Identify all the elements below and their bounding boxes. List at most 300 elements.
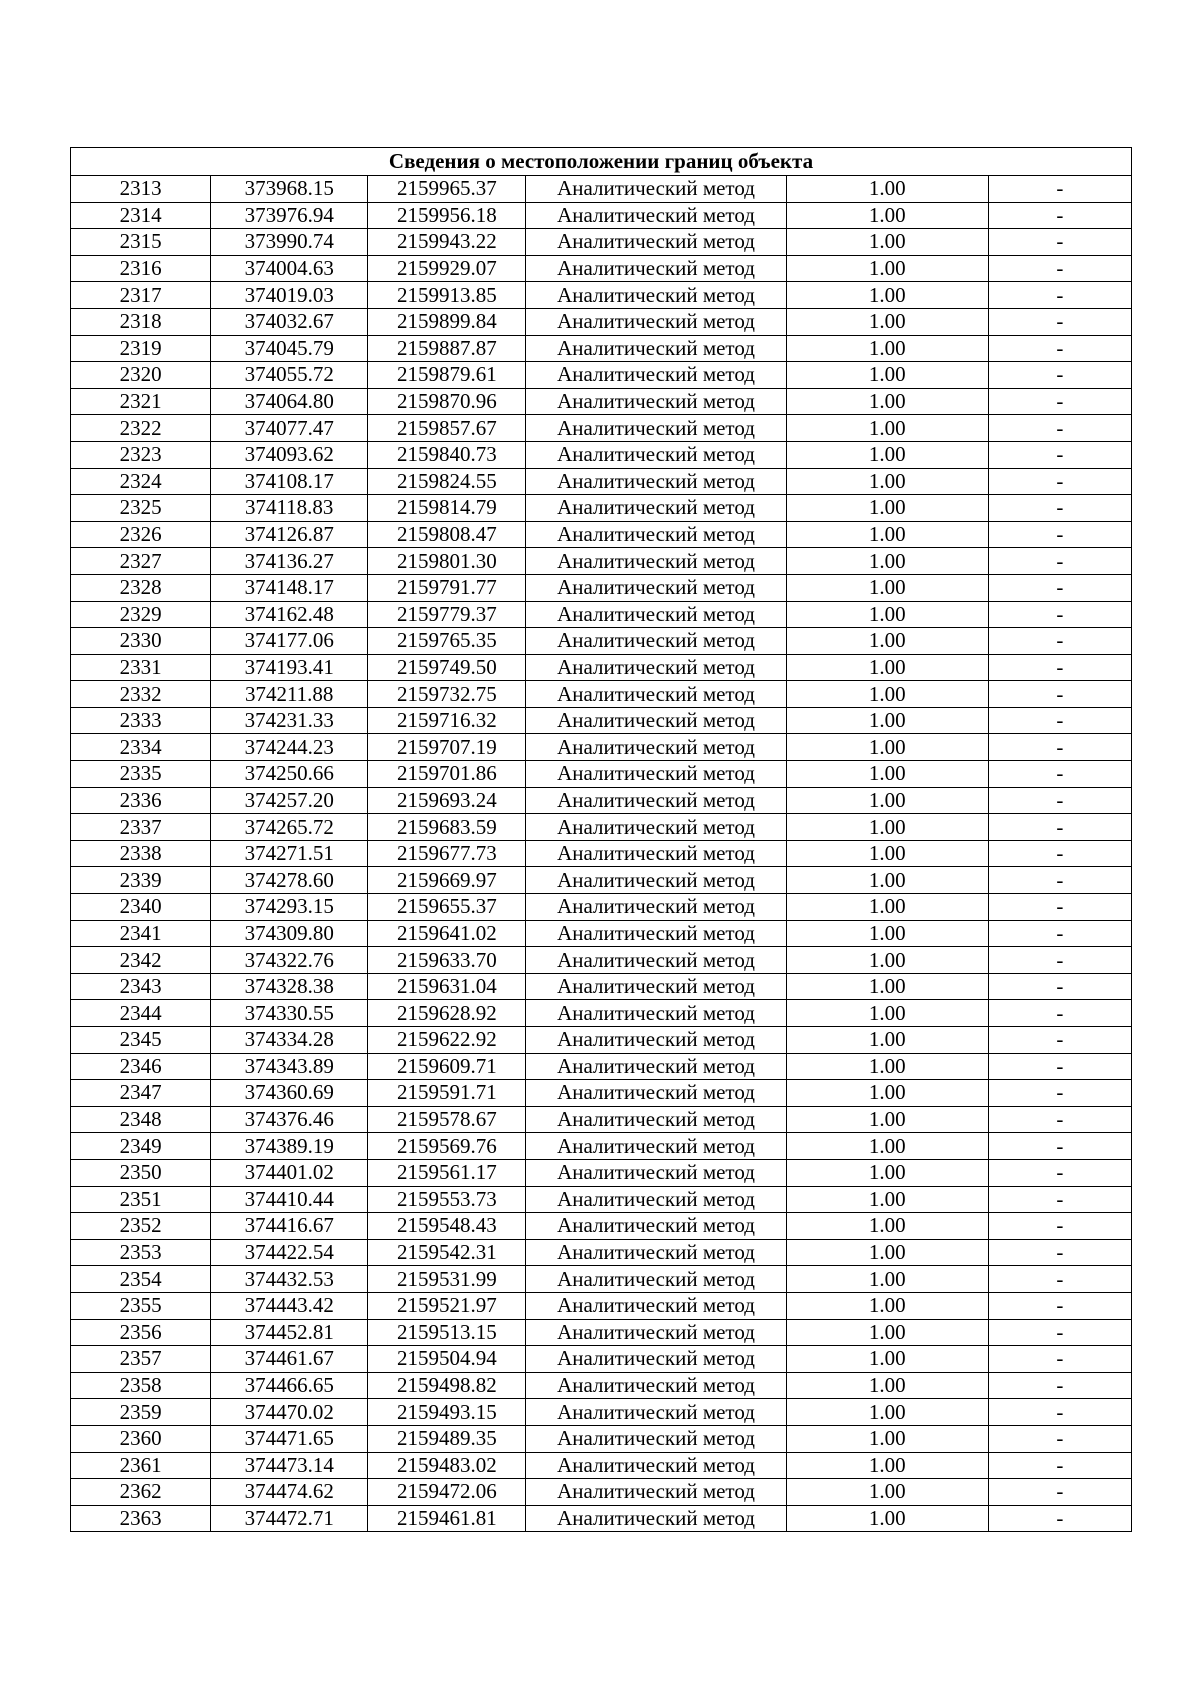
point-number-cell: 2363 <box>71 1505 211 1532</box>
table-row <box>71 920 1132 947</box>
point-number-cell: 2313 <box>71 176 211 203</box>
description-cell: - <box>988 1425 1131 1452</box>
y-coordinate-cell: 2159669.97 <box>368 867 526 894</box>
point-number-cell: 2345 <box>71 1027 211 1054</box>
x-coordinate-cell: 374328.38 <box>211 973 368 1000</box>
x-coordinate-cell: 374410.44 <box>211 1186 368 1213</box>
point-number-cell: 2337 <box>71 814 211 841</box>
accuracy-cell: 1.00 <box>786 1399 988 1426</box>
y-coordinate-cell: 2159655.37 <box>368 894 526 921</box>
method-cell: Аналитический метод <box>526 415 786 442</box>
x-coordinate-cell: 374334.28 <box>211 1027 368 1054</box>
method-cell: Аналитический метод <box>526 1266 786 1293</box>
x-coordinate-cell: 374019.03 <box>211 282 368 309</box>
description-cell: - <box>988 521 1131 548</box>
table-row <box>71 468 1132 495</box>
table-row <box>71 1452 1132 1479</box>
accuracy-cell: 1.00 <box>786 601 988 628</box>
x-coordinate-cell: 374293.15 <box>211 894 368 921</box>
point-number-cell: 2355 <box>71 1292 211 1319</box>
description-cell: - <box>988 814 1131 841</box>
x-coordinate-cell: 374389.19 <box>211 1133 368 1160</box>
accuracy-cell: 1.00 <box>786 1053 988 1080</box>
x-coordinate-cell: 374416.67 <box>211 1213 368 1240</box>
point-number-cell: 2338 <box>71 840 211 867</box>
description-cell: - <box>988 1000 1131 1027</box>
method-cell: Аналитический метод <box>526 282 786 309</box>
accuracy-cell: 1.00 <box>786 1505 988 1532</box>
method-cell: Аналитический метод <box>526 1080 786 1107</box>
method-cell: Аналитический метод <box>526 681 786 708</box>
table-row <box>71 681 1132 708</box>
description-cell: - <box>988 1292 1131 1319</box>
description-cell: - <box>988 1505 1131 1532</box>
y-coordinate-cell: 2159628.92 <box>368 1000 526 1027</box>
y-coordinate-cell: 2159569.76 <box>368 1133 526 1160</box>
method-cell: Аналитический метод <box>526 867 786 894</box>
method-cell: Аналитический метод <box>526 388 786 415</box>
x-coordinate-cell: 374118.83 <box>211 495 368 522</box>
method-cell: Аналитический метод <box>526 814 786 841</box>
accuracy-cell: 1.00 <box>786 1292 988 1319</box>
y-coordinate-cell: 2159814.79 <box>368 495 526 522</box>
point-number-cell: 2347 <box>71 1080 211 1107</box>
accuracy-cell: 1.00 <box>786 1372 988 1399</box>
description-cell: - <box>988 1319 1131 1346</box>
accuracy-cell: 1.00 <box>786 1186 988 1213</box>
x-coordinate-cell: 374250.66 <box>211 761 368 788</box>
table-row <box>71 1133 1132 1160</box>
description-cell: - <box>988 761 1131 788</box>
description-cell: - <box>988 973 1131 1000</box>
method-cell: Аналитический метод <box>526 521 786 548</box>
method-cell: Аналитический метод <box>526 1159 786 1186</box>
table-row <box>71 335 1132 362</box>
point-number-cell: 2329 <box>71 601 211 628</box>
point-number-cell: 2315 <box>71 229 211 256</box>
table-row <box>71 176 1132 203</box>
accuracy-cell: 1.00 <box>786 495 988 522</box>
point-number-cell: 2344 <box>71 1000 211 1027</box>
accuracy-cell: 1.00 <box>786 681 988 708</box>
description-cell: - <box>988 441 1131 468</box>
description-cell: - <box>988 1080 1131 1107</box>
point-number-cell: 2343 <box>71 973 211 1000</box>
accuracy-cell: 1.00 <box>786 654 988 681</box>
point-number-cell: 2336 <box>71 787 211 814</box>
description-cell: - <box>988 707 1131 734</box>
point-number-cell: 2346 <box>71 1053 211 1080</box>
y-coordinate-cell: 2159965.37 <box>368 176 526 203</box>
accuracy-cell: 1.00 <box>786 1213 988 1240</box>
x-coordinate-cell: 373990.74 <box>211 229 368 256</box>
y-coordinate-cell: 2159693.24 <box>368 787 526 814</box>
table-row <box>71 1319 1132 1346</box>
point-number-cell: 2360 <box>71 1425 211 1452</box>
method-cell: Аналитический метод <box>526 1053 786 1080</box>
description-cell: - <box>988 840 1131 867</box>
y-coordinate-cell: 2159591.71 <box>368 1080 526 1107</box>
x-coordinate-cell: 374162.48 <box>211 601 368 628</box>
point-number-cell: 2328 <box>71 574 211 601</box>
point-number-cell: 2332 <box>71 681 211 708</box>
point-number-cell: 2348 <box>71 1106 211 1133</box>
table-row <box>71 282 1132 309</box>
y-coordinate-cell: 2159609.71 <box>368 1053 526 1080</box>
table-row <box>71 840 1132 867</box>
accuracy-cell: 1.00 <box>786 628 988 655</box>
y-coordinate-cell: 2159493.15 <box>368 1399 526 1426</box>
x-coordinate-cell: 374376.46 <box>211 1106 368 1133</box>
point-number-cell: 2321 <box>71 388 211 415</box>
accuracy-cell: 1.00 <box>786 894 988 921</box>
x-coordinate-cell: 374432.53 <box>211 1266 368 1293</box>
accuracy-cell: 1.00 <box>786 229 988 256</box>
table-row <box>71 308 1132 335</box>
point-number-cell: 2356 <box>71 1319 211 1346</box>
x-coordinate-cell: 374136.27 <box>211 548 368 575</box>
point-number-cell: 2352 <box>71 1213 211 1240</box>
description-cell: - <box>988 654 1131 681</box>
x-coordinate-cell: 374322.76 <box>211 947 368 974</box>
method-cell: Аналитический метод <box>526 707 786 734</box>
table-row <box>71 1239 1132 1266</box>
x-coordinate-cell: 373968.15 <box>211 176 368 203</box>
table-row <box>71 1000 1132 1027</box>
point-number-cell: 2353 <box>71 1239 211 1266</box>
point-number-cell: 2320 <box>71 362 211 389</box>
x-coordinate-cell: 374443.42 <box>211 1292 368 1319</box>
accuracy-cell: 1.00 <box>786 761 988 788</box>
x-coordinate-cell: 374452.81 <box>211 1319 368 1346</box>
point-number-cell: 2341 <box>71 920 211 947</box>
accuracy-cell: 1.00 <box>786 521 988 548</box>
x-coordinate-cell: 374360.69 <box>211 1080 368 1107</box>
table-row <box>71 441 1132 468</box>
description-cell: - <box>988 1027 1131 1054</box>
table-row <box>71 1346 1132 1373</box>
x-coordinate-cell: 374257.20 <box>211 787 368 814</box>
x-coordinate-cell: 374126.87 <box>211 521 368 548</box>
description-cell: - <box>988 1053 1131 1080</box>
table-row <box>71 1372 1132 1399</box>
table-row <box>71 707 1132 734</box>
x-coordinate-cell: 374278.60 <box>211 867 368 894</box>
description-cell: - <box>988 388 1131 415</box>
table-row <box>71 1266 1132 1293</box>
table-row <box>71 1425 1132 1452</box>
x-coordinate-cell: 374461.67 <box>211 1346 368 1373</box>
description-cell: - <box>988 415 1131 442</box>
description-cell: - <box>988 1159 1131 1186</box>
y-coordinate-cell: 2159824.55 <box>368 468 526 495</box>
method-cell: Аналитический метод <box>526 628 786 655</box>
description-cell: - <box>988 1239 1131 1266</box>
y-coordinate-cell: 2159943.22 <box>368 229 526 256</box>
accuracy-cell: 1.00 <box>786 441 988 468</box>
y-coordinate-cell: 2159765.35 <box>368 628 526 655</box>
description-cell: - <box>988 787 1131 814</box>
method-cell: Аналитический метод <box>526 601 786 628</box>
point-number-cell: 2317 <box>71 282 211 309</box>
accuracy-cell: 1.00 <box>786 1159 988 1186</box>
x-coordinate-cell: 374422.54 <box>211 1239 368 1266</box>
method-cell: Аналитический метод <box>526 920 786 947</box>
accuracy-cell: 1.00 <box>786 1027 988 1054</box>
x-coordinate-cell: 374032.67 <box>211 308 368 335</box>
table-row <box>71 1505 1132 1532</box>
method-cell: Аналитический метод <box>526 1452 786 1479</box>
method-cell: Аналитический метод <box>526 1399 786 1426</box>
point-number-cell: 2330 <box>71 628 211 655</box>
table-row <box>71 1186 1132 1213</box>
description-cell: - <box>988 1106 1131 1133</box>
table-row <box>71 601 1132 628</box>
y-coordinate-cell: 2159553.73 <box>368 1186 526 1213</box>
method-cell: Аналитический метод <box>526 1000 786 1027</box>
y-coordinate-cell: 2159578.67 <box>368 1106 526 1133</box>
y-coordinate-cell: 2159461.81 <box>368 1505 526 1532</box>
x-coordinate-cell: 374466.65 <box>211 1372 368 1399</box>
accuracy-cell: 1.00 <box>786 176 988 203</box>
method-cell: Аналитический метод <box>526 441 786 468</box>
method-cell: Аналитический метод <box>526 654 786 681</box>
description-cell: - <box>988 920 1131 947</box>
point-number-cell: 2322 <box>71 415 211 442</box>
method-cell: Аналитический метод <box>526 1319 786 1346</box>
table-row <box>71 1106 1132 1133</box>
point-number-cell: 2349 <box>71 1133 211 1160</box>
y-coordinate-cell: 2159548.43 <box>368 1213 526 1240</box>
y-coordinate-cell: 2159857.67 <box>368 415 526 442</box>
table-row <box>71 229 1132 256</box>
point-number-cell: 2340 <box>71 894 211 921</box>
table-row <box>71 947 1132 974</box>
description-cell: - <box>988 734 1131 761</box>
description-cell: - <box>988 628 1131 655</box>
point-number-cell: 2324 <box>71 468 211 495</box>
point-number-cell: 2318 <box>71 308 211 335</box>
description-cell: - <box>988 335 1131 362</box>
method-cell: Аналитический метод <box>526 1106 786 1133</box>
accuracy-cell: 1.00 <box>786 973 988 1000</box>
point-number-cell: 2316 <box>71 255 211 282</box>
point-number-cell: 2339 <box>71 867 211 894</box>
description-cell: - <box>988 1346 1131 1373</box>
table-row <box>71 1399 1132 1426</box>
point-number-cell: 2314 <box>71 202 211 229</box>
table-row <box>71 1479 1132 1506</box>
y-coordinate-cell: 2159513.15 <box>368 1319 526 1346</box>
x-coordinate-cell: 374474.62 <box>211 1479 368 1506</box>
accuracy-cell: 1.00 <box>786 335 988 362</box>
method-cell: Аналитический метод <box>526 468 786 495</box>
description-cell: - <box>988 255 1131 282</box>
accuracy-cell: 1.00 <box>786 1000 988 1027</box>
description-cell: - <box>988 1372 1131 1399</box>
y-coordinate-cell: 2159732.75 <box>368 681 526 708</box>
table-row <box>71 787 1132 814</box>
y-coordinate-cell: 2159716.32 <box>368 707 526 734</box>
method-cell: Аналитический метод <box>526 308 786 335</box>
y-coordinate-cell: 2159561.17 <box>368 1159 526 1186</box>
point-number-cell: 2326 <box>71 521 211 548</box>
method-cell: Аналитический метод <box>526 1505 786 1532</box>
x-coordinate-cell: 374265.72 <box>211 814 368 841</box>
description-cell: - <box>988 308 1131 335</box>
y-coordinate-cell: 2159701.86 <box>368 761 526 788</box>
accuracy-cell: 1.00 <box>786 468 988 495</box>
description-cell: - <box>988 1213 1131 1240</box>
description-cell: - <box>988 1399 1131 1426</box>
x-coordinate-cell: 374064.80 <box>211 388 368 415</box>
y-coordinate-cell: 2159504.94 <box>368 1346 526 1373</box>
point-number-cell: 2323 <box>71 441 211 468</box>
x-coordinate-cell: 374108.17 <box>211 468 368 495</box>
y-coordinate-cell: 2159870.96 <box>368 388 526 415</box>
description-cell: - <box>988 1266 1131 1293</box>
y-coordinate-cell: 2159707.19 <box>368 734 526 761</box>
point-number-cell: 2334 <box>71 734 211 761</box>
accuracy-cell: 1.00 <box>786 1425 988 1452</box>
description-cell: - <box>988 229 1131 256</box>
x-coordinate-cell: 374177.06 <box>211 628 368 655</box>
x-coordinate-cell: 374231.33 <box>211 707 368 734</box>
accuracy-cell: 1.00 <box>786 1239 988 1266</box>
method-cell: Аналитический метод <box>526 973 786 1000</box>
y-coordinate-cell: 2159472.06 <box>368 1479 526 1506</box>
table-row <box>71 1292 1132 1319</box>
description-cell: - <box>988 574 1131 601</box>
accuracy-cell: 1.00 <box>786 1080 988 1107</box>
y-coordinate-cell: 2159913.85 <box>368 282 526 309</box>
method-cell: Аналитический метод <box>526 787 786 814</box>
table-row <box>71 255 1132 282</box>
description-cell: - <box>988 601 1131 628</box>
accuracy-cell: 1.00 <box>786 787 988 814</box>
method-cell: Аналитический метод <box>526 548 786 575</box>
x-coordinate-cell: 374193.41 <box>211 654 368 681</box>
description-cell: - <box>988 1479 1131 1506</box>
accuracy-cell: 1.00 <box>786 1479 988 1506</box>
accuracy-cell: 1.00 <box>786 734 988 761</box>
table-row <box>71 574 1132 601</box>
table-row <box>71 814 1132 841</box>
y-coordinate-cell: 2159542.31 <box>368 1239 526 1266</box>
description-cell: - <box>988 947 1131 974</box>
accuracy-cell: 1.00 <box>786 840 988 867</box>
x-coordinate-cell: 374471.65 <box>211 1425 368 1452</box>
y-coordinate-cell: 2159641.02 <box>368 920 526 947</box>
table-row <box>71 548 1132 575</box>
method-cell: Аналитический метод <box>526 1346 786 1373</box>
y-coordinate-cell: 2159887.87 <box>368 335 526 362</box>
y-coordinate-cell: 2159779.37 <box>368 601 526 628</box>
accuracy-cell: 1.00 <box>786 814 988 841</box>
table-row <box>71 973 1132 1000</box>
description-cell: - <box>988 362 1131 389</box>
table-row <box>71 654 1132 681</box>
method-cell: Аналитический метод <box>526 362 786 389</box>
x-coordinate-cell: 374148.17 <box>211 574 368 601</box>
method-cell: Аналитический метод <box>526 1133 786 1160</box>
description-cell: - <box>988 681 1131 708</box>
x-coordinate-cell: 374093.62 <box>211 441 368 468</box>
method-cell: Аналитический метод <box>526 1213 786 1240</box>
table-row <box>71 1159 1132 1186</box>
method-cell: Аналитический метод <box>526 202 786 229</box>
accuracy-cell: 1.00 <box>786 548 988 575</box>
accuracy-cell: 1.00 <box>786 1346 988 1373</box>
x-coordinate-cell: 374244.23 <box>211 734 368 761</box>
description-cell: - <box>988 495 1131 522</box>
point-number-cell: 2325 <box>71 495 211 522</box>
accuracy-cell: 1.00 <box>786 282 988 309</box>
accuracy-cell: 1.00 <box>786 415 988 442</box>
accuracy-cell: 1.00 <box>786 1319 988 1346</box>
description-cell: - <box>988 894 1131 921</box>
y-coordinate-cell: 2159631.04 <box>368 973 526 1000</box>
accuracy-cell: 1.00 <box>786 1106 988 1133</box>
method-cell: Аналитический метод <box>526 176 786 203</box>
point-number-cell: 2354 <box>71 1266 211 1293</box>
method-cell: Аналитический метод <box>526 894 786 921</box>
method-cell: Аналитический метод <box>526 229 786 256</box>
y-coordinate-cell: 2159879.61 <box>368 362 526 389</box>
point-number-cell: 2331 <box>71 654 211 681</box>
table-row <box>71 894 1132 921</box>
method-cell: Аналитический метод <box>526 495 786 522</box>
description-cell: - <box>988 867 1131 894</box>
table-row <box>71 1080 1132 1107</box>
table-row <box>71 734 1132 761</box>
y-coordinate-cell: 2159683.59 <box>368 814 526 841</box>
x-coordinate-cell: 374055.72 <box>211 362 368 389</box>
accuracy-cell: 1.00 <box>786 1452 988 1479</box>
table-row <box>71 1213 1132 1240</box>
description-cell: - <box>988 1452 1131 1479</box>
method-cell: Аналитический метод <box>526 1372 786 1399</box>
table-row <box>71 761 1132 788</box>
point-number-cell: 2327 <box>71 548 211 575</box>
point-number-cell: 2342 <box>71 947 211 974</box>
table-title: Сведения о местоположении границ объекта <box>71 148 1132 176</box>
accuracy-cell: 1.00 <box>786 574 988 601</box>
point-number-cell: 2357 <box>71 1346 211 1373</box>
point-number-cell: 2335 <box>71 761 211 788</box>
method-cell: Аналитический метод <box>526 1292 786 1319</box>
accuracy-cell: 1.00 <box>786 1266 988 1293</box>
description-cell: - <box>988 548 1131 575</box>
method-cell: Аналитический метод <box>526 255 786 282</box>
description-cell: - <box>988 202 1131 229</box>
y-coordinate-cell: 2159749.50 <box>368 654 526 681</box>
table-body <box>71 176 1132 1532</box>
y-coordinate-cell: 2159489.35 <box>368 1425 526 1452</box>
y-coordinate-cell: 2159899.84 <box>368 308 526 335</box>
x-coordinate-cell: 374309.80 <box>211 920 368 947</box>
y-coordinate-cell: 2159801.30 <box>368 548 526 575</box>
x-coordinate-cell: 374472.71 <box>211 1505 368 1532</box>
y-coordinate-cell: 2159633.70 <box>368 947 526 974</box>
point-number-cell: 2361 <box>71 1452 211 1479</box>
x-coordinate-cell: 373976.94 <box>211 202 368 229</box>
method-cell: Аналитический метод <box>526 1239 786 1266</box>
method-cell: Аналитический метод <box>526 734 786 761</box>
method-cell: Аналитический метод <box>526 947 786 974</box>
y-coordinate-cell: 2159498.82 <box>368 1372 526 1399</box>
table-row <box>71 1027 1132 1054</box>
